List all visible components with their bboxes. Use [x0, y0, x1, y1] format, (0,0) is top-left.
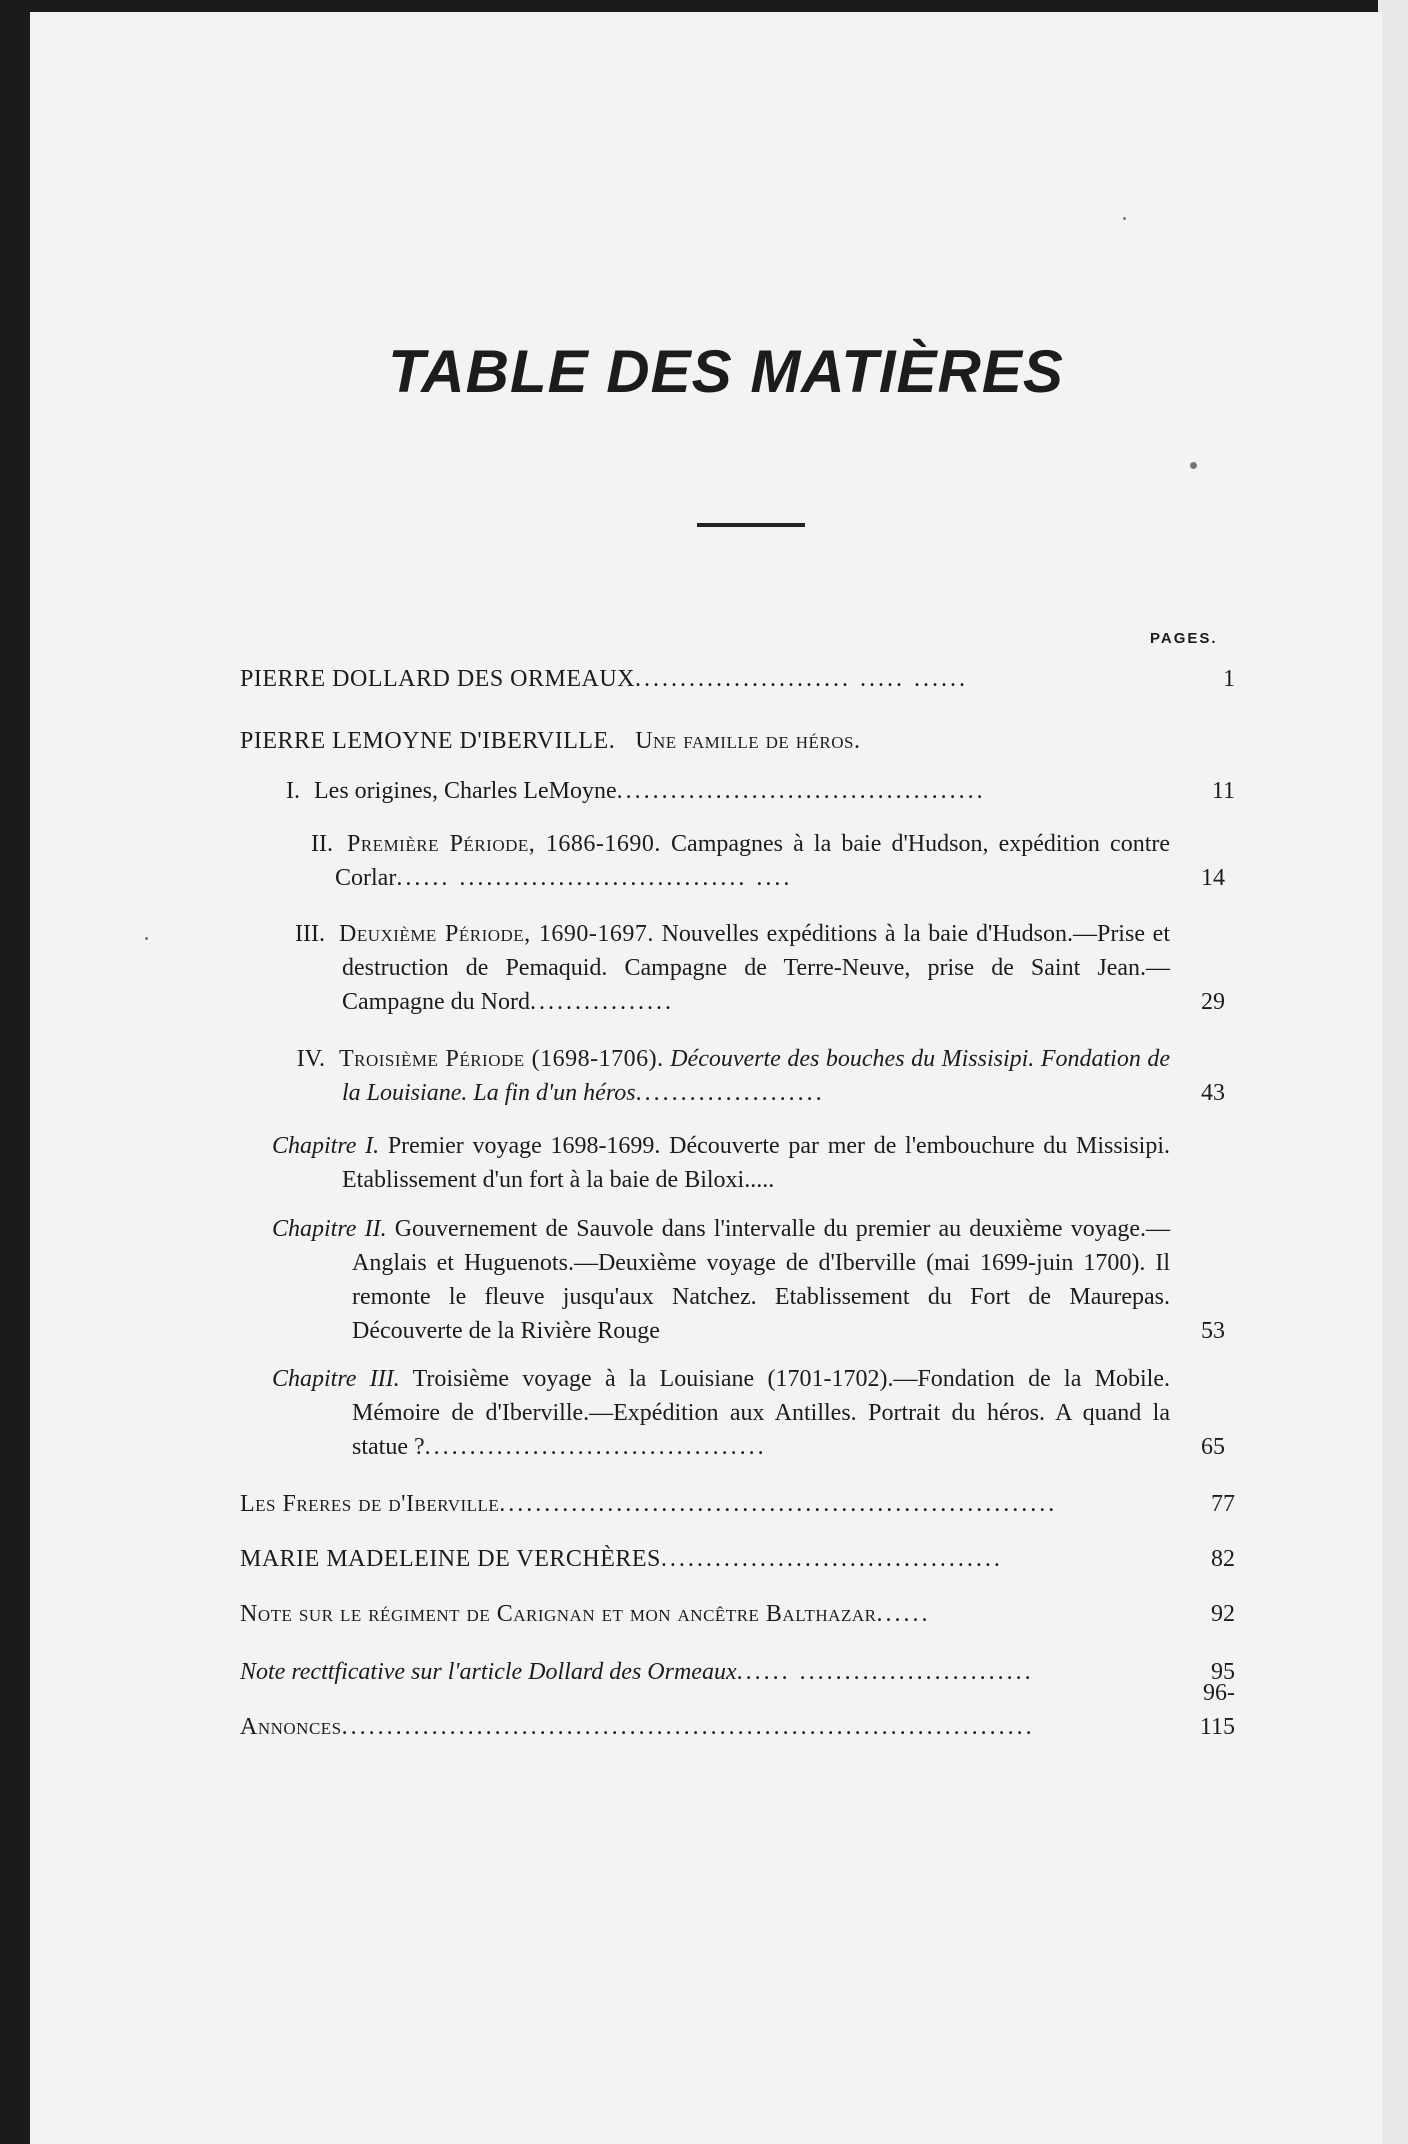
- leader-dots: ......................................: [660, 1546, 1003, 1572]
- document-page: [30, 12, 1382, 2144]
- leader-dots: ..............................................................: [499, 1491, 1058, 1517]
- toc-entry-vercheres[interactable]: [240, 1542, 1235, 1576]
- page-number: 53: [1201, 1318, 1225, 1344]
- page-edge: [1378, 0, 1408, 2144]
- entry-title: PIERRE LEMOYNE D'IBERVILLE.: [240, 728, 616, 754]
- leader-dots: ......................................: [424, 1434, 767, 1460]
- page-number: 29: [1201, 989, 1225, 1015]
- entry-title: Nouvelles expéditions à la baie d'Hudson.—Prise et destruction de Pemaquid. Campagne de Terre-Neuve, prise de Saint Jean.—Campagne du Nord: [342, 921, 1170, 1015]
- page-number: 11: [1211, 778, 1235, 804]
- paper-speck: [1190, 462, 1197, 469]
- leader-dots: ................: [529, 989, 674, 1015]
- entry-title: Premier voyage 1698-1699. Découverte par mer de l'embouchure du Missisipi. Etablissement d'un fort à la baie de Biloxi.....: [342, 1133, 1171, 1193]
- toc-entry-note-rectificative[interactable]: [240, 1655, 1235, 1689]
- toc-entry-origines[interactable]: [286, 774, 1235, 808]
- page-number: 77: [1211, 1491, 1235, 1517]
- entry-title: Note recttficative sur l'article Dollard des Ormeaux: [240, 1659, 737, 1685]
- leader-dots: .............................................................................: [341, 1714, 1035, 1740]
- page-number: 92: [1211, 1601, 1235, 1627]
- toc-entry-iberville[interactable]: [240, 724, 1170, 758]
- entry-heading: Les Freres de d'Iberville: [240, 1491, 500, 1517]
- chapter-label: Chapitre II.: [272, 1216, 387, 1242]
- toc-entry-premiere-periode[interactable]: [311, 827, 1225, 895]
- entry-heading: Deuxième Période, 1690-1697.: [339, 921, 654, 947]
- leader-dots: ........................ ..... ......: [635, 666, 969, 692]
- chapter-label: Chapitre I.: [272, 1133, 380, 1159]
- entry-subtitle: Une famille de héros.: [635, 728, 861, 754]
- leader-dots: .....................: [635, 1080, 825, 1106]
- entry-title: MARIE MADELEINE DE VERCHÈRES: [240, 1546, 661, 1572]
- page-number: 82: [1211, 1546, 1235, 1572]
- roman-numeral: IV.: [296, 1046, 325, 1072]
- leader-dots: .........................................: [616, 778, 986, 804]
- toc-entry-chapitre-2[interactable]: [272, 1212, 1225, 1348]
- page-number: 14: [1201, 865, 1225, 891]
- entry-title: Les origines, Charles LeMoyne: [314, 778, 617, 804]
- page-number: 65: [1201, 1434, 1225, 1460]
- page-number: 95: [1211, 1659, 1235, 1685]
- entry-heading: Troisième Période (1698-1706).: [339, 1046, 664, 1072]
- toc-entry-troisieme-periode[interactable]: [296, 1042, 1225, 1110]
- toc-entry-freres[interactable]: [240, 1487, 1235, 1521]
- roman-numeral: I.: [286, 778, 300, 804]
- leader-dots: ...... ................................ ....: [396, 865, 793, 891]
- title-rule: [697, 523, 805, 527]
- entry-heading: Première Période, 1686-1690.: [347, 831, 661, 857]
- pages-column-label: PAGES.: [1150, 630, 1218, 647]
- page-number: 1: [1223, 666, 1235, 692]
- entry-title: Campagnes à la baie d'Hudson, expédition contre Corlar: [335, 831, 1171, 891]
- toc-entry-dollard[interactable]: [240, 662, 1235, 696]
- entry-heading: Annonces: [240, 1714, 342, 1740]
- entry-title: Gouvernement de Sauvole dans l'intervalle du premier au deuxième voyage.—Anglais et Huguenots.—Deuxième voyage de d'Iberville (mai 1699-juin 1700). Il remonte le fleuve jusqu'aux Natchez. Etablissement du Fort de Maurepas. Découverte de la Rivière Rouge: [352, 1216, 1171, 1344]
- entry-title: Découverte des bouches du Missisipi. Fondation de la Louisiane. La fin d'un héros: [342, 1046, 1171, 1106]
- entry-title: Troisième voyage à la Louisiane (1701-1702).—Fondation de la Mobile. Mémoire de d'Iberville.—Expédition aux Antilles. Portrait du héros. A quand la statue ?: [352, 1366, 1170, 1460]
- toc-entry-chapitre-1[interactable]: [272, 1129, 1171, 1197]
- leader-dots: ......: [876, 1601, 931, 1627]
- paper-speck: [1123, 217, 1126, 220]
- paper-speck: [145, 937, 148, 940]
- toc-entry-annonces[interactable]: [240, 1680, 1235, 1744]
- entry-heading: Note sur le régiment de Carignan et mon ancêtre Balthazar: [240, 1601, 877, 1627]
- entry-title: PIERRE DOLLARD DES ORMEAUX: [240, 666, 636, 692]
- toc-entry-chapitre-3[interactable]: [272, 1362, 1225, 1464]
- leader-dots: ...... ..........................: [736, 1659, 1034, 1685]
- toc-entry-carignan[interactable]: [240, 1597, 1235, 1631]
- toc-entry-deuxieme-periode[interactable]: [295, 917, 1225, 1019]
- roman-numeral: III.: [295, 921, 325, 947]
- chapter-label: Chapitre III.: [272, 1366, 400, 1392]
- page-number: 96-115: [1199, 1680, 1235, 1740]
- page-title: TABLE DES MATIÈRES: [388, 338, 1064, 405]
- roman-numeral: II.: [311, 831, 333, 857]
- page-number: 43: [1201, 1080, 1225, 1106]
